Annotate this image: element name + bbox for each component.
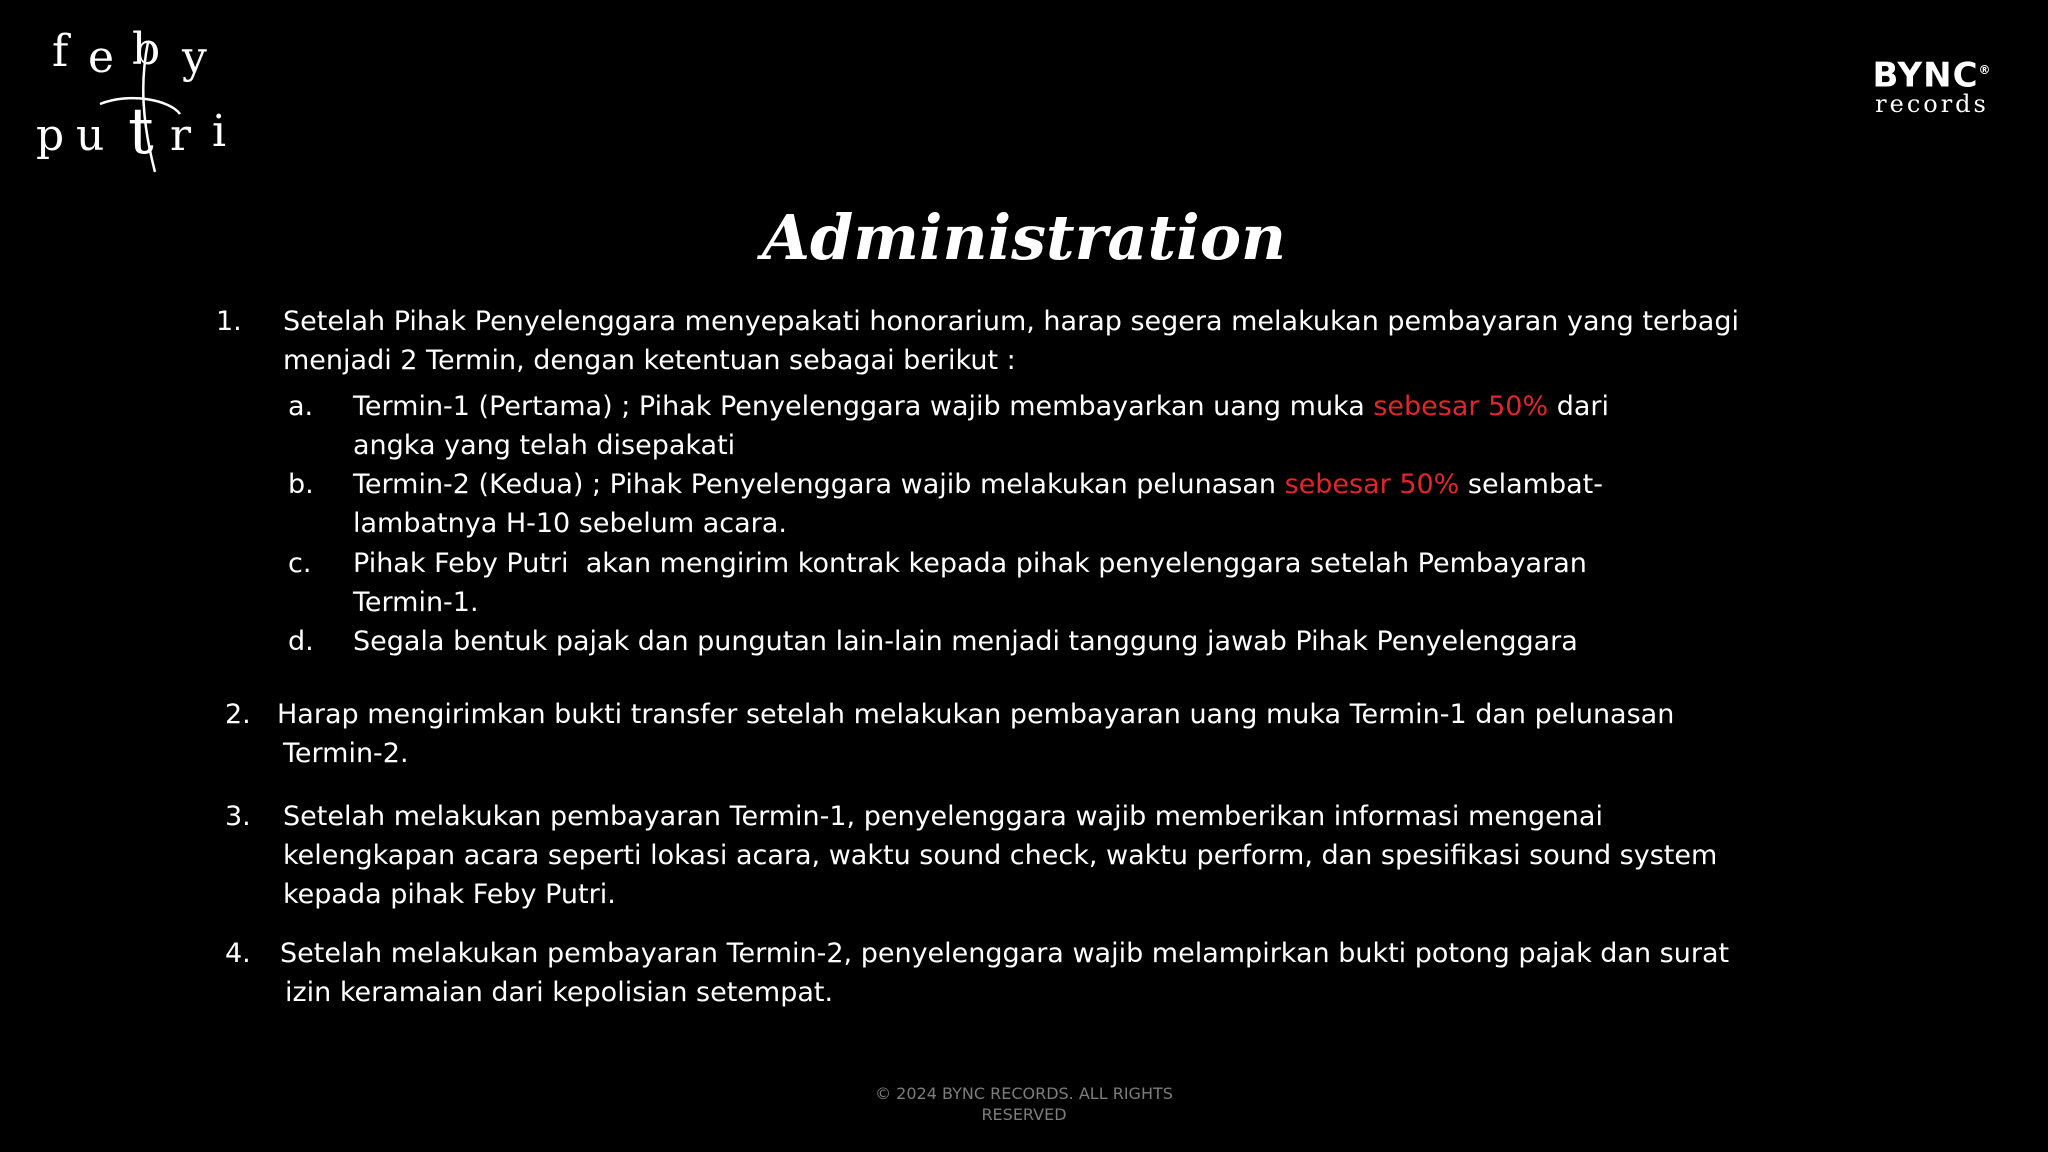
list-item-text-line: Setelah melakukan pembayaran Termin-2, penyelenggara wajib melampirkan bukti potong pajak dan surat bbox=[280, 938, 1730, 969]
records-logo-text: records bbox=[1875, 90, 1989, 119]
sub-item-letter: a. bbox=[288, 391, 314, 422]
sub-item-text-line bbox=[353, 387, 1609, 426]
copyright-line: RESERVED bbox=[981, 1105, 1067, 1124]
logo-letter-y: y bbox=[182, 32, 207, 83]
copyright-line: © 2024 BYNC RECORDS. ALL RIGHTS bbox=[875, 1084, 1173, 1103]
sub-item-letter: c. bbox=[288, 548, 312, 579]
list-item-text-line: menjadi 2 Termin, dengan ketentuan sebagai berikut : bbox=[283, 345, 1016, 376]
logo-letter-r: r bbox=[170, 110, 192, 161]
highlight-text: sebesar 50% bbox=[1284, 469, 1460, 500]
sub-item-text-line: Segala bentuk pajak dan pungutan lain-lain menjadi tanggung jawab Pihak Penyelenggara bbox=[353, 626, 1578, 657]
sub-item-text: selambat- bbox=[1459, 469, 1603, 500]
list-item-text-line: Harap mengirimkan bukti transfer setelah melakukan pembayaran uang muka Termin-1 dan pelunasan bbox=[277, 699, 1675, 730]
list-item-text-line: Setelah Pihak Penyelenggara menyepakati honorarium, harap segera melakukan pembayaran yang terbagi bbox=[283, 306, 1739, 337]
page-title: Administration bbox=[761, 201, 1287, 274]
list-item-number: 2. bbox=[225, 699, 251, 730]
bync-brand: BYNC bbox=[1872, 55, 1979, 96]
list-item-number: 3. bbox=[225, 801, 251, 832]
logo-letter-i: i bbox=[212, 106, 227, 157]
registered-mark: ® bbox=[1978, 63, 1992, 77]
logo-letter-p: p bbox=[36, 110, 65, 161]
highlight-text: sebesar 50% bbox=[1373, 391, 1549, 422]
sub-item-text: Termin-1 (Pertama) ; Pihak Penyelenggara wajib membayarkan uang muka bbox=[353, 391, 1374, 422]
list-item-number: 4. bbox=[225, 938, 251, 969]
list-item-text-line: izin keramaian dari kepolisian setempat. bbox=[285, 977, 834, 1008]
logo-letter-e: e bbox=[88, 32, 115, 83]
logo-letter-u: u bbox=[76, 110, 105, 161]
list-item-text-line: kepada pihak Feby Putri. bbox=[283, 879, 616, 910]
sub-item-letter: d. bbox=[288, 626, 314, 657]
logo-letter-t: t bbox=[128, 95, 154, 169]
sub-item-text-line: angka yang telah disepakati bbox=[353, 430, 736, 461]
list-item-number: 1. bbox=[216, 306, 242, 337]
logo-letter-f: f bbox=[52, 26, 69, 77]
sub-item-text: dari bbox=[1548, 391, 1609, 422]
sub-item-text-line: Termin-1. bbox=[353, 587, 479, 618]
list-item-text-line: kelengkapan acara seperti lokasi acara, waktu sound check, waktu perform, dan spesifikasi sound system bbox=[283, 840, 1718, 871]
sub-item-text: Termin-2 (Kedua) ; Pihak Penyelenggara wajib melakukan pelunasan bbox=[353, 469, 1285, 500]
copyright-footer bbox=[824, 1083, 1224, 1125]
sub-item-letter: b. bbox=[288, 469, 314, 500]
sub-item-text-line: lambatnya H-10 sebelum acara. bbox=[353, 508, 787, 539]
list-item-text-line: Setelah melakukan pembayaran Termin-1, penyelenggara wajib memberikan informasi mengenai bbox=[283, 801, 1603, 832]
sub-item-text-line bbox=[353, 465, 1603, 504]
list-item-text-line: Termin-2. bbox=[283, 738, 409, 769]
logo-letter-b: b bbox=[132, 24, 161, 75]
sub-item-text-line: Pihak Feby Putri akan mengirim kontrak kepada pihak penyelenggara setelah Pembayaran bbox=[353, 548, 1587, 579]
